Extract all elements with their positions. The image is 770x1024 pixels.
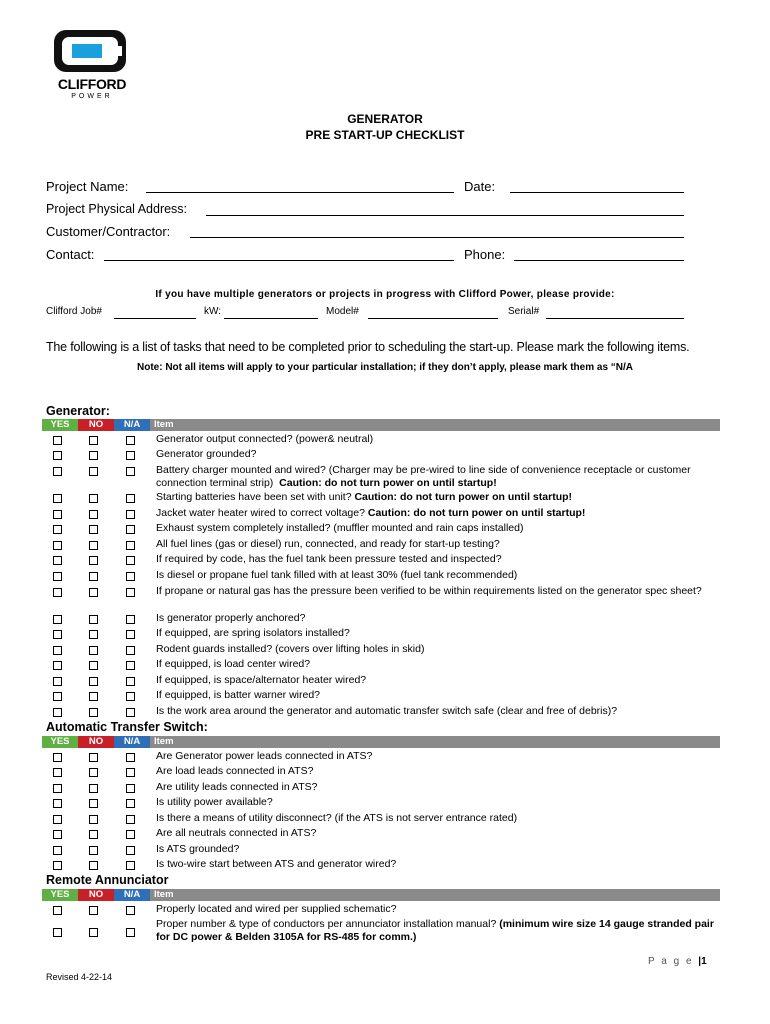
- contact-line[interactable]: [104, 260, 454, 261]
- no-checkbox[interactable]: [89, 861, 98, 870]
- item-text: Jacket water heater wired to correct voltage? Caution: do not turn power on until startup!: [156, 507, 586, 519]
- item-text: Rodent guards installed? (covers over lifting holes in skid): [156, 643, 425, 655]
- na-checkbox[interactable]: [126, 784, 135, 793]
- no-checkbox[interactable]: [89, 692, 98, 701]
- na-checkbox[interactable]: [126, 661, 135, 670]
- item-text: Proper number & type of conductors per annunciator installation manual? (minimum wire size 14 gauge stranded pair for DC power & Belden 3105A for RS-485 for comm.): [156, 918, 714, 943]
- item-text: If required by code, has the fuel tank been pressure tested and inspected?: [156, 553, 502, 565]
- header-no: NO: [78, 889, 114, 901]
- header-yes: YES: [42, 736, 78, 748]
- no-checkbox[interactable]: [89, 494, 98, 503]
- header-no: NO: [78, 736, 114, 748]
- no-checkbox[interactable]: [89, 646, 98, 655]
- header-yes: YES: [42, 419, 78, 431]
- item-text: Is there a means of utility disconnect? (if the ATS is not server entrance rated): [156, 812, 518, 824]
- generator-section-title: Generator:: [46, 404, 110, 418]
- yes-checkbox[interactable]: [53, 768, 62, 777]
- no-checkbox[interactable]: [89, 572, 98, 581]
- annunciator-section-title: Remote Annunciator: [46, 873, 169, 887]
- item-text: Are load leads connected in ATS?: [156, 765, 314, 777]
- header-no: NO: [78, 419, 114, 431]
- na-checkbox[interactable]: [126, 768, 135, 777]
- phone-line[interactable]: [514, 260, 684, 261]
- yes-checkbox[interactable]: [53, 692, 62, 701]
- project-name-label: Project Name:: [46, 179, 129, 194]
- no-checkbox[interactable]: [89, 451, 98, 460]
- na-checkbox[interactable]: [126, 815, 135, 824]
- na-checkbox[interactable]: [126, 846, 135, 855]
- no-checkbox[interactable]: [89, 588, 98, 597]
- na-checkbox[interactable]: [126, 436, 135, 445]
- date-label: Date:: [464, 179, 496, 194]
- no-checkbox[interactable]: [89, 906, 98, 915]
- item-text: Starting batteries have been set with unit? Caution: do not turn power on until startup!: [156, 491, 573, 503]
- yes-checkbox[interactable]: [53, 784, 62, 793]
- na-checkbox[interactable]: [126, 861, 135, 870]
- header-item: Item: [154, 419, 174, 430]
- logo-subtitle: POWER: [71, 93, 113, 100]
- na-checkbox[interactable]: [126, 753, 135, 762]
- na-checkbox[interactable]: [126, 556, 135, 565]
- no-checkbox[interactable]: [89, 510, 98, 519]
- no-checkbox[interactable]: [89, 753, 98, 762]
- na-checkbox[interactable]: [126, 646, 135, 655]
- no-checkbox[interactable]: [89, 661, 98, 670]
- yes-checkbox[interactable]: [53, 556, 62, 565]
- yes-checkbox[interactable]: [53, 451, 62, 460]
- item-text: If equipped, is batter warner wired?: [156, 689, 321, 701]
- na-checkbox[interactable]: [126, 588, 135, 597]
- no-checkbox[interactable]: [89, 768, 98, 777]
- no-checkbox[interactable]: [89, 556, 98, 565]
- item-text: If equipped, is space/alternator heater wired?: [156, 674, 367, 686]
- item-text: Is utility power available?: [156, 796, 273, 808]
- date-line[interactable]: [510, 192, 684, 193]
- address-line[interactable]: [206, 215, 684, 216]
- yes-checkbox[interactable]: [53, 467, 62, 476]
- item-text: All fuel lines (gas or diesel) run, connected, and ready for start-up testing?: [156, 538, 500, 550]
- wire-requirement-text: (minimum wire size 14 gauge stranded pair for DC power & Belden 3105A for RS-485 for comm.): [156, 918, 714, 943]
- item-text: If equipped, are spring isolators installed?: [156, 627, 350, 639]
- generator-header-bar: [42, 419, 720, 431]
- na-checkbox[interactable]: [126, 708, 135, 717]
- no-checkbox[interactable]: [89, 830, 98, 839]
- header-yes: YES: [42, 889, 78, 901]
- item-text: If propane or natural gas has the pressure been verified to be within requirements listed on the generator spec sheet?: [156, 585, 702, 597]
- yes-checkbox[interactable]: [53, 510, 62, 519]
- na-checkbox[interactable]: [126, 830, 135, 839]
- na-checkbox[interactable]: [126, 799, 135, 808]
- na-checkbox[interactable]: [126, 630, 135, 639]
- item-text: Is ATS grounded?: [156, 843, 240, 855]
- yes-checkbox[interactable]: [53, 799, 62, 808]
- no-checkbox[interactable]: [89, 630, 98, 639]
- na-checkbox[interactable]: [126, 572, 135, 581]
- na-checkbox[interactable]: [126, 510, 135, 519]
- contact-label: Contact:: [46, 247, 95, 262]
- doc-subtitle: PRE START-UP CHECKLIST: [305, 128, 465, 142]
- na-checkbox[interactable]: [126, 467, 135, 476]
- na-checkbox[interactable]: [126, 692, 135, 701]
- na-checkbox[interactable]: [126, 541, 135, 550]
- annunciator-header-bar: [42, 889, 720, 901]
- yes-checkbox[interactable]: [53, 525, 62, 534]
- yes-checkbox[interactable]: [53, 661, 62, 670]
- item-text: Is generator properly anchored?: [156, 612, 306, 624]
- header-na: N/A: [114, 889, 150, 901]
- item-text: Are all neutrals connected in ATS?: [156, 827, 317, 839]
- intro-text: The following is a list of tasks that need to be completed prior to scheduling the start-up. Please mark the following items.: [46, 340, 690, 354]
- model-line[interactable]: [368, 318, 498, 319]
- no-checkbox[interactable]: [89, 467, 98, 476]
- na-checkbox[interactable]: [126, 494, 135, 503]
- yes-checkbox[interactable]: [53, 753, 62, 762]
- job-label: Clifford Job#: [46, 306, 102, 317]
- logo-name: CLIFFORD: [57, 76, 127, 92]
- clifford-power-logo: [52, 28, 128, 74]
- multi-instruction: If you have multiple generators or projects in progress with Clifford Power, please provide:: [155, 289, 615, 300]
- kw-label: kW:: [204, 306, 222, 317]
- yes-checkbox[interactable]: [53, 861, 62, 870]
- na-checkbox[interactable]: [126, 525, 135, 534]
- doc-title: GENERATOR: [347, 112, 423, 126]
- serial-line[interactable]: [546, 318, 684, 319]
- header-na: N/A: [114, 736, 150, 748]
- page-number: P a g e |1: [648, 956, 707, 967]
- yes-checkbox[interactable]: [53, 906, 62, 915]
- item-text: Properly located and wired per supplied schematic?: [156, 903, 397, 915]
- header-item: Item: [154, 889, 174, 900]
- revised-date: Revised 4-22-14: [46, 972, 113, 982]
- no-checkbox[interactable]: [89, 784, 98, 793]
- item-text: Generator output connected? (power& neutral): [156, 433, 374, 445]
- no-checkbox[interactable]: [89, 541, 98, 550]
- yes-checkbox[interactable]: [53, 615, 62, 624]
- item-text: Generator grounded?: [156, 448, 257, 460]
- yes-checkbox[interactable]: [53, 436, 62, 445]
- ats-header-bar: [42, 736, 720, 748]
- phone-label: Phone:: [464, 247, 506, 262]
- no-checkbox[interactable]: [89, 815, 98, 824]
- model-label: Model#: [326, 306, 359, 317]
- item-text: Is the work area around the generator and automatic transfer switch safe (clear and free of debris)?: [156, 705, 618, 717]
- na-checkbox[interactable]: [126, 906, 135, 915]
- no-checkbox[interactable]: [89, 846, 98, 855]
- yes-checkbox[interactable]: [53, 646, 62, 655]
- na-checkbox[interactable]: [126, 615, 135, 624]
- no-checkbox[interactable]: [89, 436, 98, 445]
- customer-line[interactable]: [190, 237, 684, 238]
- item-text: Battery charger mounted and wired? (Charger may be pre-wired to line side of convenience receptacle or customer connection terminal strip) Caution: do not turn power on until startup!: [156, 464, 691, 489]
- yes-checkbox[interactable]: [53, 541, 62, 550]
- na-checkbox[interactable]: [126, 451, 135, 460]
- caution-text: Caution: do not turn power on until startup!: [354, 491, 573, 503]
- caution-text: Caution: do not turn power on until startup!: [279, 477, 497, 489]
- no-checkbox[interactable]: [89, 708, 98, 717]
- yes-checkbox[interactable]: [53, 588, 62, 597]
- header-na: N/A: [114, 419, 150, 431]
- item-text: Are utility leads connected in ATS?: [156, 781, 318, 793]
- yes-checkbox[interactable]: [53, 708, 62, 717]
- no-checkbox[interactable]: [89, 799, 98, 808]
- item-text: Exhaust system completely installed? (muffler mounted and rain caps installed): [156, 522, 524, 534]
- yes-checkbox[interactable]: [53, 630, 62, 639]
- address-label: Project Physical Address:: [46, 202, 188, 216]
- item-text: Is two-wire start between ATS and generator wired?: [156, 858, 397, 870]
- item-text: If equipped, is load center wired?: [156, 658, 311, 670]
- ats-section-title: Automatic Transfer Switch:: [46, 720, 208, 734]
- customer-label: Customer/Contractor:: [46, 224, 171, 239]
- yes-checkbox[interactable]: [53, 572, 62, 581]
- yes-checkbox[interactable]: [53, 830, 62, 839]
- no-checkbox[interactable]: [89, 615, 98, 624]
- na-checkbox[interactable]: [126, 928, 135, 937]
- yes-checkbox[interactable]: [53, 815, 62, 824]
- item-text: Are Generator power leads connected in ATS?: [156, 750, 373, 762]
- yes-checkbox[interactable]: [53, 677, 62, 686]
- no-checkbox[interactable]: [89, 677, 98, 686]
- item-text: Is diesel or propane fuel tank filled with at least 30% (fuel tank recommended): [156, 569, 518, 581]
- serial-label: Serial#: [508, 306, 540, 317]
- note-text: Note: Not all items will apply to your particular installation; if they don’t apply, please mark them as “N/A: [136, 362, 634, 373]
- no-checkbox[interactable]: [89, 928, 98, 937]
- yes-checkbox[interactable]: [53, 928, 62, 937]
- job-line[interactable]: [114, 318, 196, 319]
- yes-checkbox[interactable]: [53, 846, 62, 855]
- no-checkbox[interactable]: [89, 525, 98, 534]
- kw-line[interactable]: [224, 318, 318, 319]
- yes-checkbox[interactable]: [53, 494, 62, 503]
- header-item: Item: [154, 736, 174, 747]
- project-name-line[interactable]: [146, 192, 454, 193]
- na-checkbox[interactable]: [126, 677, 135, 686]
- caution-text: Caution: do not turn power on until startup!: [367, 507, 586, 519]
